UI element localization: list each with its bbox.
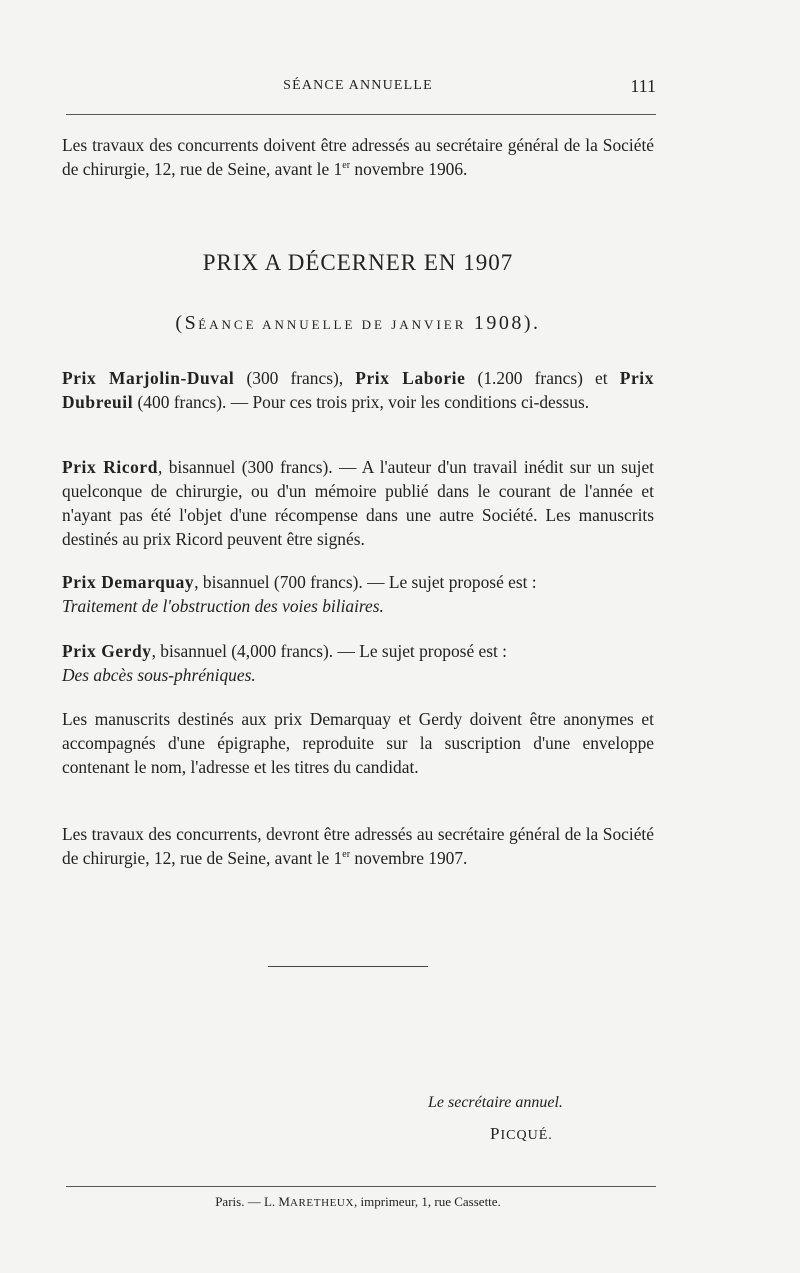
subtitle-initial: S [184,312,199,334]
subtitle-open-paren: ( [175,312,185,334]
section-divider [268,966,428,967]
signature-name [490,1124,553,1144]
signature-role: Le secrétaire annuel. [428,1094,563,1111]
section-subtitle [60,312,656,335]
prize-text: , bisannuel (700 francs). — Le sujet proposé est : [194,572,537,592]
prize-name-ricord: Prix Ricord [62,457,159,477]
submission-paragraph [62,822,654,870]
prize-text: (300 francs), [234,368,356,388]
page-header [60,78,656,100]
imprint-text: Paris. — L. [215,1194,279,1209]
signature-rest: ICQUÉ. [500,1128,553,1143]
prize-name-gerdy: Prix Gerdy [62,641,152,661]
prize-text: (400 francs). — Pour ces trois prix, voir les conditions ci-dessus. [133,392,590,412]
submission-superscript: er [342,849,351,861]
footer-rule [66,1186,656,1187]
imprint-smallcaps: ARETHEUX [289,1197,355,1209]
imprint-text: , imprimeur, 1, rue Cassette. [354,1194,501,1209]
running-title: SÉANCE ANNUELLE [283,78,433,93]
manuscripts-paragraph: Les manuscrits destinés aux prix Demarquay et Gerdy doivent être anonymes et accompagnés d'une épigraphe, reproduite sur la suscription d'une enveloppe contenant le nom, l'adresse et les titres du candidat. [62,709,654,777]
prize-subject: Traitement de l'obstruction des voies biliaires. [62,596,384,616]
intro-paragraph [62,133,654,181]
prize-subject: Des abcès sous-phréniques. [62,665,256,685]
page-number: 111 [630,76,656,96]
subtitle-year: 1908). [466,312,541,334]
prize-name-demarquay: Prix Demarquay [62,572,195,592]
prize-text: , bisannuel (4,000 francs). — Le sujet proposé est : [151,641,508,661]
imprint-initial: M [278,1194,290,1209]
prize-text: (1.200 francs) et [465,368,620,388]
prize-name-laborie: Prix Laborie [355,368,466,388]
signature-initial: P [490,1124,501,1143]
prize-name-marjolin-duval: Prix Marjolin-Duval [62,368,235,388]
header-rule [66,114,656,115]
printer-imprint [60,1194,656,1210]
prize-paragraph-ricord [62,455,654,551]
prize-paragraph-gerdy [62,639,654,687]
prize-text: , bisannuel (300 francs). — A l'auteur d'un travail inédit sur un sujet quelconque de chirurgie, ou d'un mémoire publié dans le courant de l'année et n'ayant pas été l'objet d'une récompense dans une autre Société. Les manuscrits destinés au prix Ricord peuvent être signés. [62,457,654,549]
prize-paragraph-marjolin-laborie-dubreuil [62,366,654,414]
prize-paragraph-demarquay [62,570,654,618]
intro-superscript: er [342,160,351,172]
submission-tail: novembre 1907. [350,848,468,868]
prize-name-dubreuil: Prix Dubreuil [62,368,655,412]
intro-text: Les travaux des concurrents doivent être adressés au secrétaire général de la Société de chirurgie, 12, rue de Seine, avant le 1 [62,135,654,179]
intro-tail: novembre 1906. [350,159,468,179]
submission-text: Les travaux des concurrents, devront être adressés au secrétaire général de la Société de chirurgie, 12, rue de Seine, avant le 1 [62,824,654,868]
subtitle-smallcaps: ÉANCE ANNUELLE DE JANVIER [198,317,467,332]
section-title: PRIX A DÉCERNER EN 1907 [202,250,514,275]
